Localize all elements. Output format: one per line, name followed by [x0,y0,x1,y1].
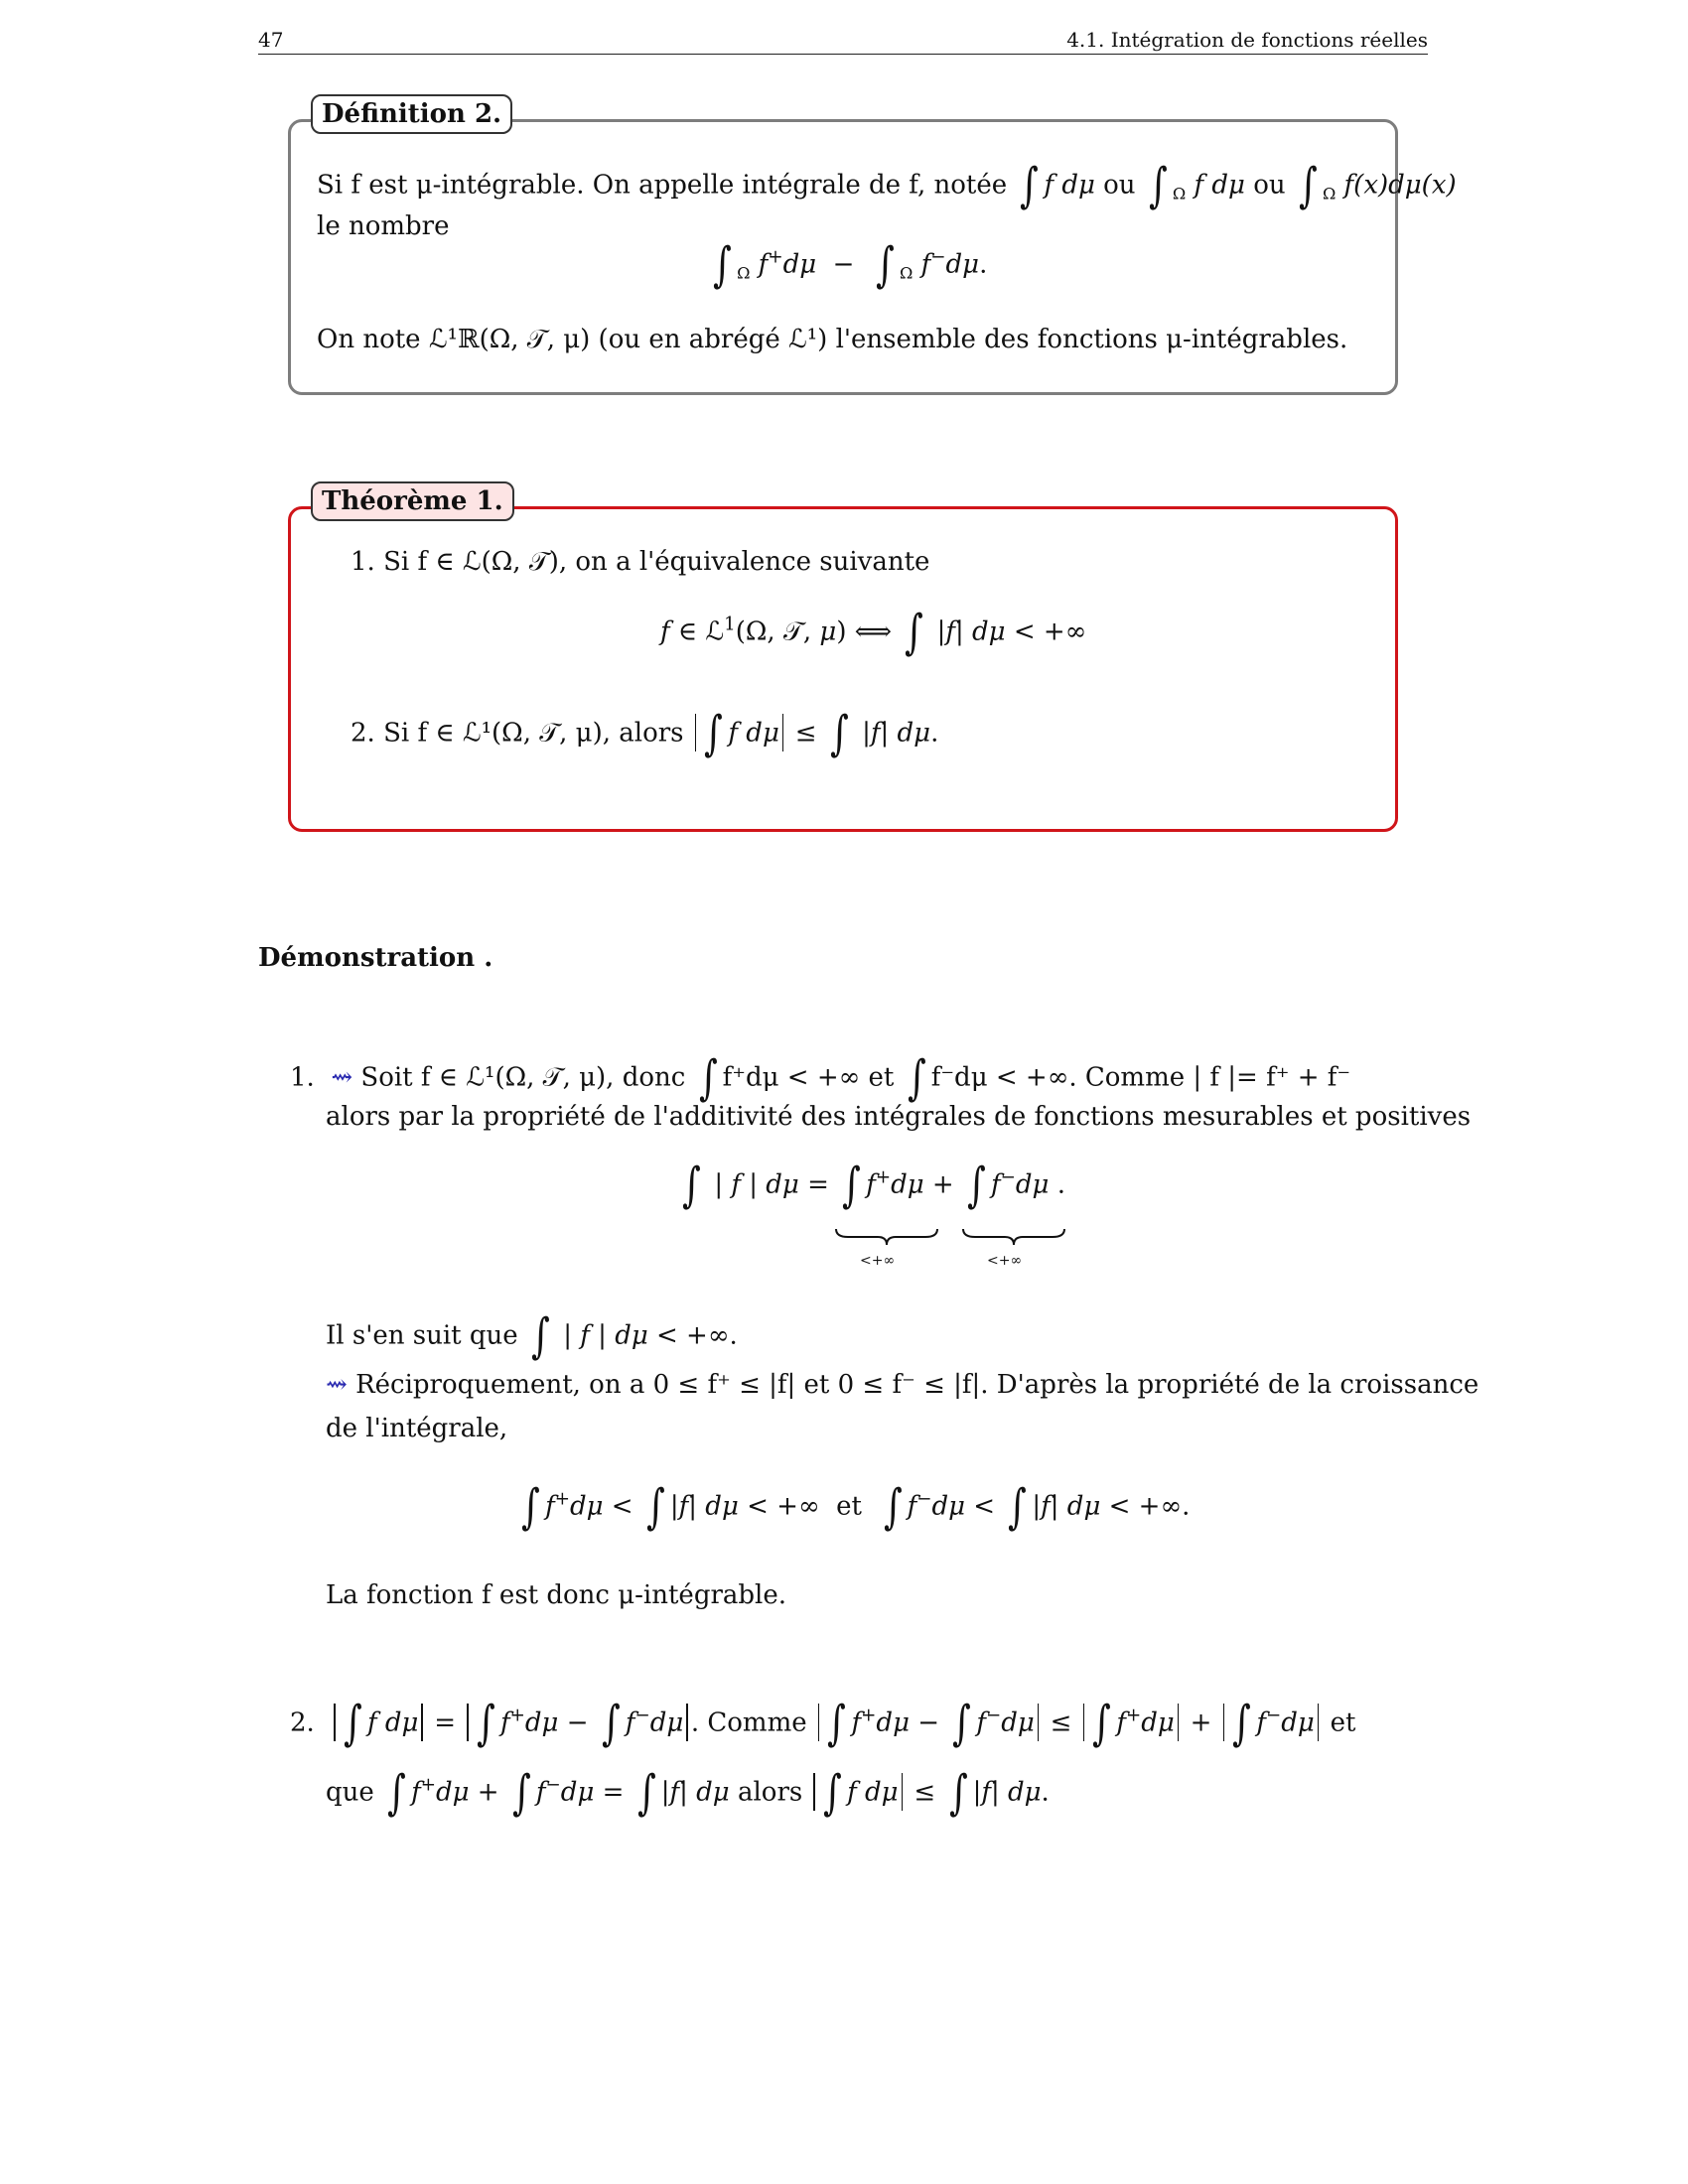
proof-item-1-line3: Il s'en suit que ∫ | f | dμ < +∞. [326,1308,738,1364]
definition-text-line2: le nombre [317,211,450,241]
section-title: 4.1. Intégration de fonctions réelles [1066,28,1428,52]
theorem-label: Théorème 1. [311,481,514,521]
theorem-item-2: 2. Si f ∈ ℒ¹(Ω, 𝒯, μ), alors ∫ f dμ ≤ ∫ |f| dμ. [351,706,939,761]
theorem-box [288,486,1398,832]
definition-formula: ∫ $_\Omega$ f+dμ − ∫ $_\Omega$ f−dμ. [713,237,988,293]
proof-item-1-line5: de l'intégrale, [326,1414,508,1443]
proof-item-2-line2: que ∫ f+dμ + ∫ f−dμ = ∫ |f| dμ alors ∫ f dμ ≤ ∫ |f| dμ. [326,1765,1050,1821]
squiggle-arrow-icon: ⇝ [326,1370,348,1400]
squiggle-arrow-icon: ⇝ [331,1062,353,1093]
running-header [258,28,1428,55]
proof-item-1-line2: alors par la propriété de l'additivité des intégrales de fonctions mesurables et positives [326,1102,1472,1132]
definition-text-line3: On note ℒ¹ℝ(Ω, 𝒯, μ) (ou en abrégé ℒ¹) l'ensemble des fonctions μ-intégrables. [317,325,1348,354]
proof-item-1-line1: 1. ⇝ Soit f ∈ ℒ¹(Ω, 𝒯, μ), donc ∫ f⁺dμ < +∞ et ∫ f⁻dμ < +∞. Comme | f |= f⁺ + f⁻ [290,1050,1351,1106]
proof-item-1-line4: ⇝ Réciproquement, on a 0 ≤ f⁺ ≤ |f| et 0 ≤ f⁻ ≤ |f|. D'après la propriété de la croissance [326,1370,1479,1400]
underbrace-2 [961,1227,1066,1247]
definition-label: Définition 2. [311,94,512,134]
proof-growth-formula: ∫ f+dμ < ∫ |f| dμ < +∞ et ∫ f−dμ < ∫ |f| dμ < +∞. [521,1479,1191,1535]
underbrace-1 [834,1227,939,1247]
proof-item-1-line6: La fonction f est donc μ-intégrable. [326,1580,787,1610]
underbrace-label-1: <+∞ [860,1253,896,1269]
definition-box [288,99,1457,395]
underbrace-label-2: <+∞ [987,1253,1023,1269]
proof-title: Démonstration . [258,943,493,973]
theorem-equivalence: f ∈ ℒ$^1$(Ω, 𝒯, μ) ⟺ ∫ |f| dμ < +∞ [660,605,1087,660]
definition-text-line1: Si f est μ-intégrable. On appelle intégrale de f, notée ∫ f dμ ou ∫ $_\Omega$ f dμ ou ∫ $_\Omega$ f(x)dμ(x) [317,158,1457,213]
theorem-item-1: 1. Si f ∈ ℒ(Ω, 𝒯), on a l'équivalence suivante [351,547,930,577]
proof-item-2-line1: 2. ∫ f dμ = ∫ f+dμ − ∫ f−dμ . Comme ∫ f+dμ − ∫ f−dμ ≤ ∫ f+dμ + ∫ f−dμ et [290,1696,1356,1751]
page-number: 47 [258,28,284,52]
proof-additivity-formula: ∫ | f | dμ = ∫ f+dμ + ∫ f−dμ . [682,1158,1065,1213]
